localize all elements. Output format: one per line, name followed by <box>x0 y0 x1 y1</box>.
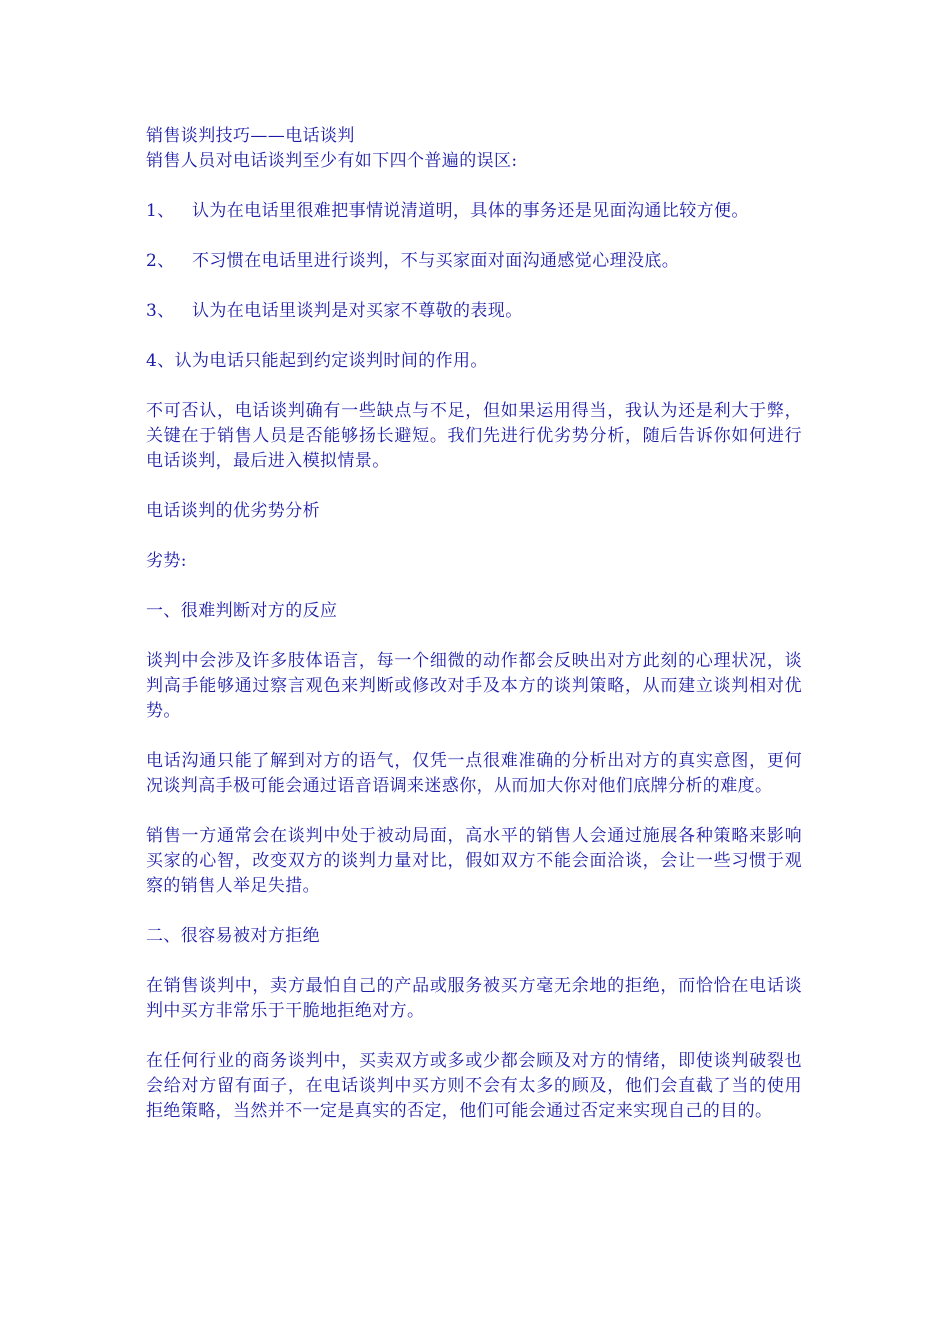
point1-paragraph-2: 电话沟通只能了解到对方的语气，仅凭一点很难准确的分析出对方的真实意图，更何况谈判高手极可能会通过语音语调来迷惑你，从而加大你对他们底牌分析的难度。 <box>146 751 802 796</box>
misconception-item-1 <box>146 199 802 224</box>
item-text: 认为在电话里很难把事情说清道明，具体的事务还是见面沟通比较方便。 <box>192 201 749 221</box>
misconception-item-2 <box>146 249 802 274</box>
document-title: 销售谈判技巧——电话谈判 <box>146 126 355 146</box>
point2-paragraph-2: 在任何行业的商务谈判中，买卖双方或多或少都会顾及对方的情绪，即使谈判破裂也会给对方留有面子，在电话谈判中买方则不会有太多的顾及，他们会直截了当的使用拒绝策略，当然并不一定是真实的否定，他们可能会通过否定来实现自己的目的。 <box>146 1051 802 1121</box>
item-text: 认为在电话里谈判是对买家不尊敬的表现。 <box>192 301 523 321</box>
document-body <box>146 124 802 1124</box>
item-number: 3、 <box>146 301 175 321</box>
item-number: 1、 <box>146 201 175 221</box>
item-number: 4、 <box>146 351 175 371</box>
intro-line: 销售人员对电话谈判至少有如下四个普遍的误区: <box>146 151 518 171</box>
point1-paragraph-3: 销售一方通常会在谈判中处于被动局面，高水平的销售人会通过施展各种策略来影响买家的心智，改变双方的谈判力量对比，假如双方不能会面洽谈，会让一些习惯于观察的销售人举足失措。 <box>146 826 802 896</box>
misconception-item-3 <box>146 299 802 324</box>
point1-paragraph-1: 谈判中会涉及许多肢体语言，每一个细微的动作都会反映出对方此刻的心理状况，谈判高手能够通过察言观色来判断或修改对手及本方的谈判策略，从而建立谈判相对优势。 <box>146 651 802 721</box>
item-number: 2、 <box>146 251 175 271</box>
item-text: 认为电话只能起到约定谈判时间的作用。 <box>174 351 488 371</box>
point1-heading: 一、很难判断对方的反应 <box>146 601 338 621</box>
disadvantages-label: 劣势: <box>146 551 187 571</box>
item-text: 不习惯在电话里进行谈判，不与买家面对面沟通感觉心理没底。 <box>192 251 680 271</box>
section-heading: 电话谈判的优劣势分析 <box>146 501 320 521</box>
misconception-item-4 <box>146 349 802 374</box>
point2-heading: 二、很容易被对方拒绝 <box>146 926 320 946</box>
overview-paragraph: 不可否认，电话谈判确有一些缺点与不足，但如果运用得当，我认为还是利大于弊，关键在于销售人员是否能够扬长避短。我们先进行优劣势分析，随后告诉你如何进行电话谈判，最后进入模拟情景。 <box>146 401 802 471</box>
point2-paragraph-1: 在销售谈判中，卖方最怕自己的产品或服务被买方毫无余地的拒绝，而恰恰在电话谈判中买方非常乐于干脆地拒绝对方。 <box>146 976 802 1021</box>
